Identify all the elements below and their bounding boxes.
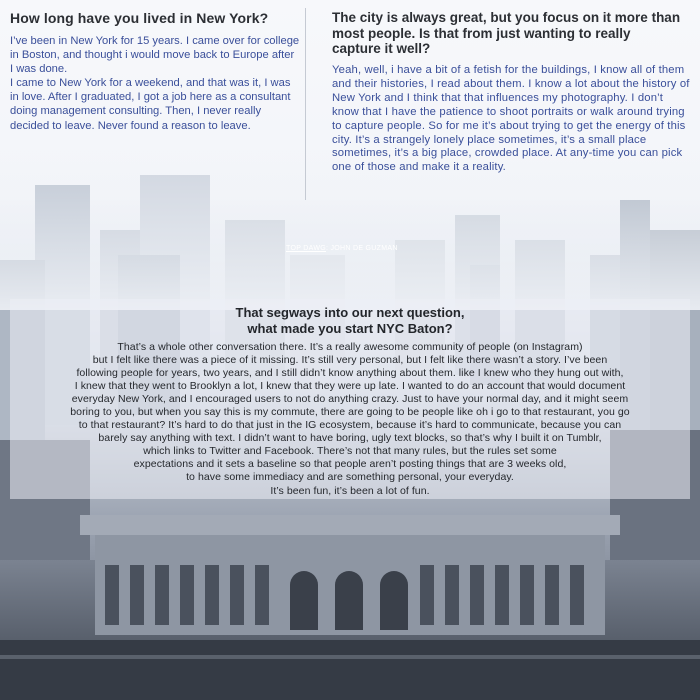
right-question: The city is always great, but you focus on it more than most people. Is that from just wanting to really capture it well? [332,10,681,56]
bottom-answer: That’s a whole other conversation there. It’s a really awesome community of people (on Instagram) but I felt like there was a piece of it missing. It’s still very personal, but I felt like there wasn’t a story. I’ve been following people for years, two years, and I still didn’t know anything about them. like I knew who they hung out with, I knew that they went to Brooklyn a lot, I knew that they were up late. I wanted to do an account that would document everyday New York, and I encouraged users to not do anything crazy. Just to have your normal day, and it might seem boring to you, but when you say this is my commute, there are going to be people like oh i go to that restaurant, you go to that restaurant? It’s hard to do that just in the IG ecosystem, because it’s hard to communicate, because you can barely say anything with text. I didn’t want to have boring, ugly text blocks, so that’s why I built it on Tumblr, which links to Twitter and Facebook. There’s not that many rules, but the rules set some expectations and it sets a baseline so that people aren’t posting things that are 3 weeks old, to have some immediacy and are something personal, your everyday. It’s been fun, it’s been a lot of fun. [70,341,630,497]
photo-credit-name: : JOHN DE GUZMAN [326,245,398,252]
bottom-question-line2: what made you start NYC Baton? [247,321,453,336]
column-divider [305,8,306,200]
bottom-question-line1: That segways into our next question, [235,305,465,320]
photo-credit-handle[interactable]: TOP DAWG [286,245,326,252]
right-answer: Yeah, well, i have a bit of a fetish for the buildings, I know all of them and their histories, I read about them. I know a lot about the history of New York and I think that that influences my photography. I don’t know that I have the patience to shoot portraits or walk around trying to capture people. So for me it’s about trying to get the energy of this city. It’s a strangely lonely place sometimes, it’s a small place sometimes, it’s a big place, crowded place. At any-time you can pick one of those and make it a reality. [332,64,690,174]
left-answer: I’ve been in New York for 15 years. I came over for college in Boston, and thought i would move back to Europe after I was done. I came to New York for a weekend, and that was it, I was in love. After I graduated, I got a job here as a consultant doing management consulting. Then, I never really decided to leave. Never found a reason to leave. [10,35,300,132]
photo-credit [286,245,398,252]
left-question: How long have you lived in New York? [10,10,269,26]
bottom-question [0,305,700,337]
